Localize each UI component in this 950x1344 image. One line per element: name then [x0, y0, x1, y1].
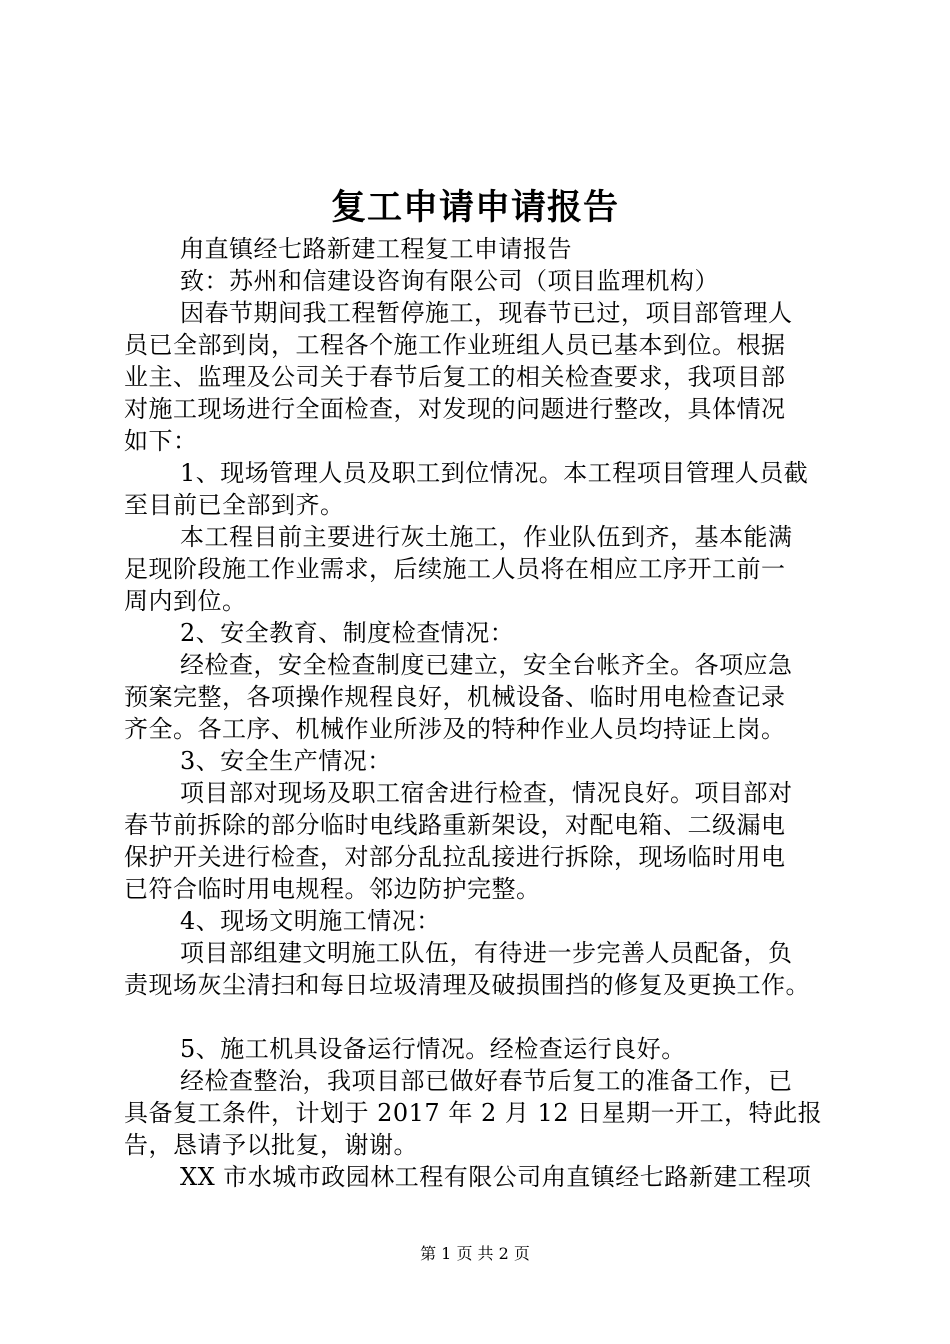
page-number-footer: 第 1 页 共 2 页 — [420, 1244, 530, 1263]
body-line: 对施工现场进行全面检查，对发现的问题进行整改，具体情况 — [124, 395, 786, 423]
body-line: 员已全部到岗，工程各个施工作业班组人员已基本到位。根据 — [124, 331, 786, 359]
body-line: 项目部组建文明施工队伍，有待进一步完善人员配备，负 — [180, 939, 793, 967]
body-line: 责现场灰尘清扫和每日垃圾清理及破损围挡的修复及更换工作。 — [124, 971, 810, 999]
body-line: XX 市水城市政园林工程有限公司甪直镇经七路新建工程项 — [180, 1163, 812, 1191]
body-line: 4、现场文明施工情况： — [180, 907, 441, 935]
body-line: 具备复工条件，计划于 2017 年 2 月 12 日星期一开工，特此报 — [124, 1099, 823, 1127]
body-line: 预案完整，各项操作规程良好，机械设备、临时用电检查记录 — [124, 683, 786, 711]
body-line: 周内到位。 — [124, 587, 247, 615]
body-line: 因春节期间我工程暂停施工，现春节已过，项目部管理人 — [180, 299, 793, 327]
body-line: 5、施工机具设备运行情况。经检查运行良好。 — [180, 1035, 686, 1063]
body-line: 如下： — [124, 427, 198, 455]
document-body — [124, 233, 844, 1193]
body-line: 1、现场管理人员及职工到位情况。本工程项目管理人员截 — [180, 459, 809, 487]
body-line: 齐全。各工序、机械作业所涉及的特种作业人员均持证上岗。 — [124, 715, 786, 743]
body-line: 业主、监理及公司关于春节后复工的相关检查要求，我项目部 — [124, 363, 786, 391]
body-line: 春节前拆除的部分临时电线路重新架设，对配电箱、二级漏电 — [124, 811, 786, 839]
body-line: 至目前已全部到齐。 — [124, 491, 345, 519]
body-line: 足现阶段施工作业需求，后续施工人员将在相应工序开工前一 — [124, 555, 786, 583]
body-line: 本工程目前主要进行灰土施工，作业队伍到齐，基本能满 — [180, 523, 793, 551]
body-line: 已符合临时用电规程。邻边防护完整。 — [124, 875, 541, 903]
body-line: 项目部对现场及职工宿舍进行检查，情况良好。项目部对 — [180, 779, 793, 807]
body-line: 经检查整治，我项目部已做好春节后复工的准备工作，已 — [180, 1067, 793, 1095]
body-line: 经检查，安全检查制度已建立，安全台帐齐全。各项应急 — [180, 651, 793, 679]
body-line: 3、安全生产情况： — [180, 747, 392, 775]
document-title: 复工申请申请报告 — [330, 187, 619, 228]
body-line: 甪直镇经七路新建工程复工申请报告 — [180, 235, 572, 263]
body-line: 2、安全教育、制度检查情况： — [180, 619, 515, 647]
body-line: 告，恳请予以批复，谢谢。 — [124, 1131, 418, 1159]
body-line: 致：苏州和信建设咨询有限公司（项目监理机构） — [180, 267, 719, 295]
paragraph-gap — [124, 1001, 844, 1033]
body-line: 保护开关进行检查，对部分乱拉乱接进行拆除，现场临时用电 — [124, 843, 786, 871]
